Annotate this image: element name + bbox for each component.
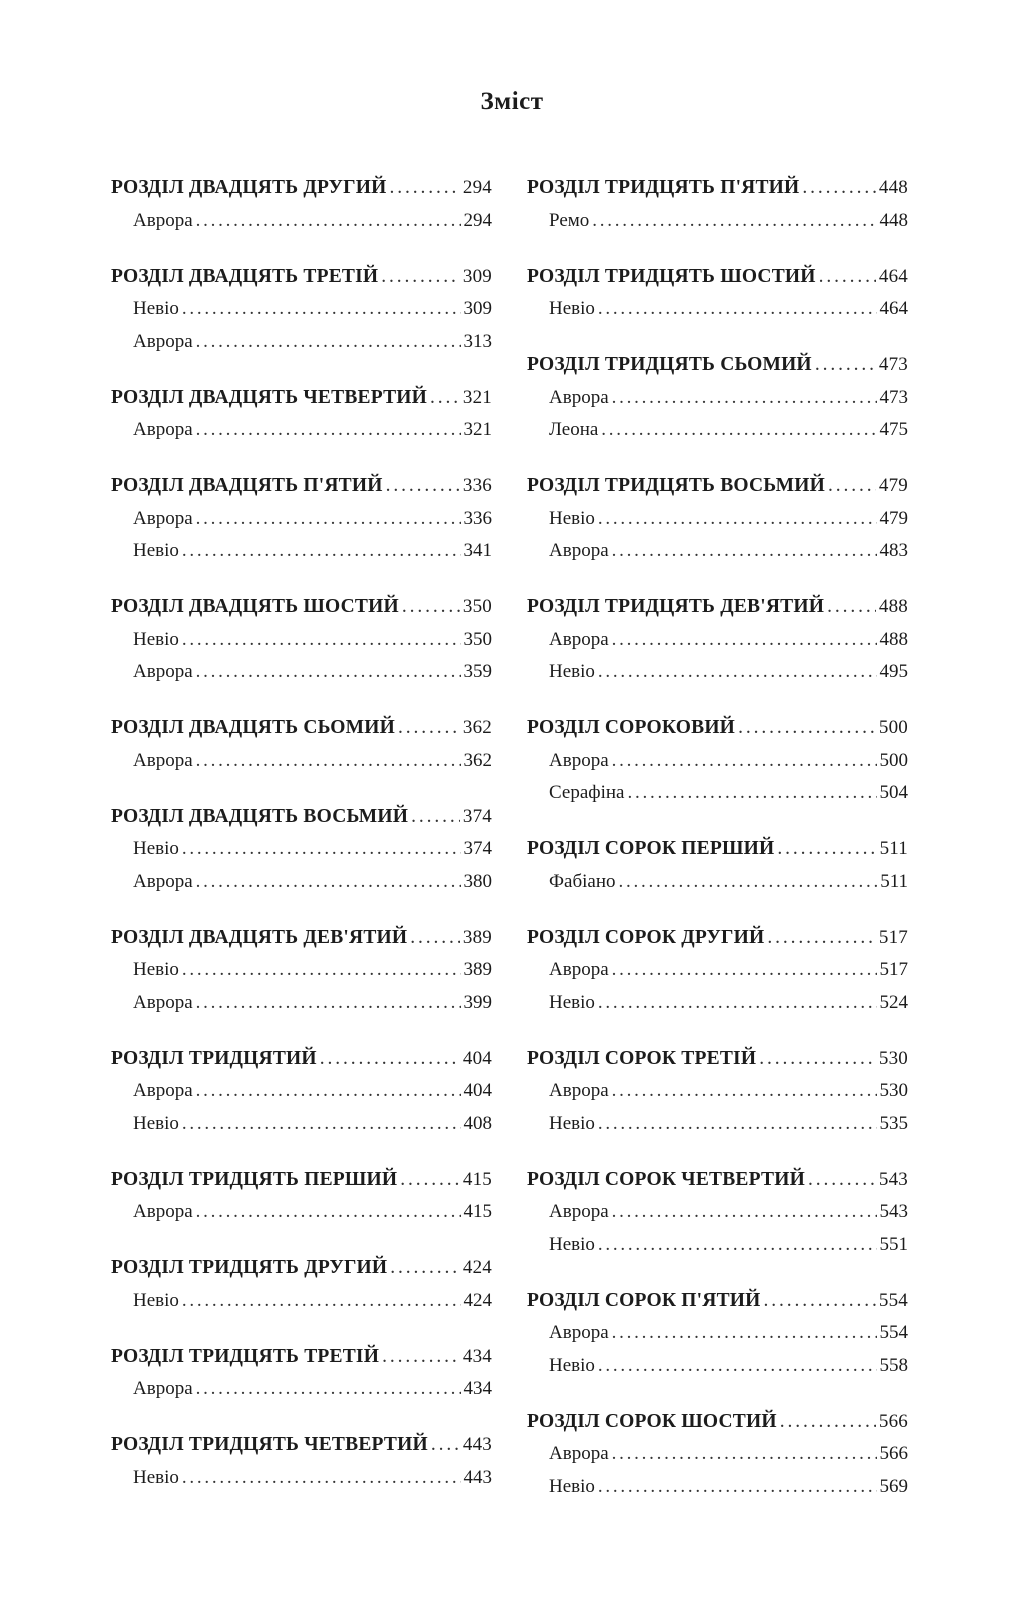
narrator-entry (111, 326, 492, 359)
narrator-entry (527, 866, 908, 899)
page-number: 362 (462, 717, 492, 738)
narrator-entry (527, 503, 908, 536)
narrator-entry (111, 1462, 492, 1495)
narrator-entry (527, 535, 908, 568)
dot-leader (598, 1350, 877, 1383)
dot-leader (381, 261, 460, 294)
page-number: 488 (878, 596, 908, 617)
dot-leader (612, 1438, 877, 1471)
narrator-name: Невіо (549, 507, 595, 529)
page-number: 473 (878, 354, 908, 375)
page-number: 309 (463, 298, 492, 319)
dot-leader (612, 954, 877, 987)
dot-leader (612, 624, 877, 657)
page-number: 424 (462, 1257, 492, 1278)
narrator-name: Невіо (133, 959, 179, 980)
narrator-name: Аврора (133, 870, 193, 892)
narrator-name: Невіо (549, 661, 595, 682)
page-number: 524 (879, 991, 908, 1013)
narrator-name: Невіо (549, 1475, 595, 1497)
narrator-name: Невіо (549, 1112, 595, 1134)
chapter-block (527, 1285, 908, 1383)
page-number: 566 (878, 1410, 908, 1432)
dot-leader (819, 261, 876, 294)
dot-leader (777, 833, 876, 866)
narrator-name: Невіо (133, 1112, 179, 1134)
narrator-name: Аврора (133, 1201, 193, 1222)
page-number: 511 (880, 870, 908, 892)
toc-column-right (527, 172, 908, 1527)
narrator-name: Невіо (549, 1354, 595, 1376)
page-number: 517 (878, 926, 908, 948)
dot-leader (827, 591, 876, 624)
dot-leader (828, 470, 876, 503)
chapter-title: РОЗДІЛ СОРОКОВИЙ (527, 717, 736, 738)
chapter-heading (111, 1164, 492, 1197)
page-number: 569 (879, 1475, 908, 1497)
toc-column-left (111, 172, 492, 1518)
narrator-entry (111, 1075, 492, 1108)
narrator-name: Аврора (133, 991, 193, 1013)
narrator-name: Аврора (549, 749, 609, 771)
chapter-block (527, 261, 908, 326)
dot-leader (411, 801, 460, 834)
page-number: 488 (879, 628, 908, 650)
page-number: 404 (462, 1047, 492, 1069)
narrator-name: Аврора (549, 628, 609, 650)
dot-leader (196, 987, 461, 1020)
chapter-heading (527, 1043, 908, 1076)
chapter-heading (111, 1252, 492, 1285)
narrator-name: Аврора (549, 1201, 609, 1222)
page-number: 511 (879, 838, 908, 859)
chapter-heading (111, 261, 492, 294)
dot-leader (598, 1108, 877, 1141)
narrator-name: Аврора (133, 330, 193, 352)
dot-leader (196, 866, 461, 899)
chapter-block (527, 922, 908, 1020)
chapter-title: РОЗДІЛ СОРОК ТРЕТІЙ (527, 1047, 757, 1069)
narrator-entry (527, 1350, 908, 1383)
dot-leader (780, 1406, 876, 1439)
chapter-title: РОЗДІЛ СОРОК ЧЕТВЕРТИЙ (527, 1168, 805, 1190)
page-number: 408 (463, 1112, 492, 1134)
narrator-entry (111, 987, 492, 1020)
dot-leader (402, 591, 460, 624)
narrator-name: Аврора (549, 1443, 609, 1464)
chapter-block (111, 382, 492, 447)
chapter-block (111, 1429, 492, 1494)
chapter-block (527, 349, 908, 447)
dot-leader (598, 503, 877, 536)
dot-leader (598, 656, 877, 689)
narrator-name: Леона (549, 419, 599, 440)
page-number: 443 (463, 1466, 492, 1488)
narrator-entry (527, 656, 908, 689)
narrator-name: Ремо (549, 209, 590, 231)
narrator-name: Аврора (133, 507, 193, 529)
dot-leader (619, 866, 878, 899)
narrator-entry (527, 954, 908, 987)
narrator-name: Аврора (133, 209, 193, 231)
dot-leader (196, 745, 461, 778)
narrator-name: Невіо (133, 540, 179, 561)
page-number: 380 (463, 870, 492, 892)
chapter-title: РОЗДІЛ ТРИДЦЯТЬ ВОСЬМИЙ (527, 475, 825, 496)
chapter-block (111, 1341, 492, 1406)
narrator-entry (527, 745, 908, 778)
narrator-name: Фабіано (549, 870, 616, 892)
dot-leader (196, 503, 461, 536)
dot-leader (612, 382, 877, 415)
dot-leader (196, 1373, 461, 1406)
page-number: 415 (462, 1168, 492, 1190)
page-number: 434 (462, 1345, 492, 1367)
page-number: 294 (463, 209, 492, 231)
dot-leader (196, 414, 461, 447)
chapter-block (111, 591, 492, 689)
page-number: 309 (462, 265, 492, 287)
page-number: 535 (879, 1112, 908, 1134)
chapter-heading (111, 922, 492, 955)
dot-leader (196, 326, 461, 359)
chapter-block (111, 1043, 492, 1141)
narrator-entry (527, 1471, 908, 1504)
dot-leader (612, 1075, 877, 1108)
page-number: 399 (463, 991, 492, 1013)
narrator-entry (111, 414, 492, 447)
page-number: 448 (878, 177, 908, 198)
dot-leader (738, 712, 876, 745)
narrator-entry (111, 535, 492, 568)
chapter-title: РОЗДІЛ СОРОК ПЕРШИЙ (527, 838, 775, 859)
chapter-heading (527, 349, 908, 382)
narrator-entry (111, 833, 492, 866)
page-number: 374 (462, 805, 492, 827)
chapter-heading (527, 591, 908, 624)
chapter-heading (111, 591, 492, 624)
narrator-name: Невіо (549, 298, 595, 319)
chapter-heading (111, 172, 492, 205)
dot-leader (598, 293, 877, 326)
dot-leader (196, 1196, 461, 1229)
page-number: 424 (463, 1289, 492, 1311)
chapter-heading (527, 1406, 908, 1439)
dot-leader (612, 535, 877, 568)
chapter-heading (111, 470, 492, 503)
chapter-title: РОЗДІЛ ТРИДЦЯТЬ ЧЕТВЕРТИЙ (111, 1434, 428, 1455)
page-number: 543 (878, 1168, 908, 1190)
chapter-title: РОЗДІЛ ТРИДЦЯТЬ П'ЯТИЙ (527, 177, 800, 198)
narrator-name: Аврора (549, 1322, 609, 1343)
page-number: 473 (879, 386, 908, 408)
chapter-block (111, 470, 492, 568)
page-number: 504 (879, 782, 908, 803)
page-number: 294 (462, 177, 492, 198)
narrator-name: Серафіна (549, 782, 625, 803)
narrator-name: Невіо (133, 628, 179, 650)
dot-leader (398, 712, 460, 745)
narrator-name: Невіо (549, 991, 595, 1013)
page-number: 362 (463, 749, 492, 771)
dot-leader (410, 922, 460, 955)
dot-leader (182, 624, 461, 657)
chapter-title: РОЗДІЛ ТРИДЦЯТЬ СЬОМИЙ (527, 354, 812, 375)
narrator-name: Невіо (549, 1233, 595, 1255)
narrator-entry (111, 503, 492, 536)
chapter-title: РОЗДІЛ СОРОК ШОСТИЙ (527, 1410, 777, 1432)
chapter-heading (111, 1429, 492, 1462)
dot-leader (627, 777, 876, 810)
chapter-heading (111, 1043, 492, 1076)
page-number: 448 (879, 209, 908, 231)
dot-leader (598, 987, 877, 1020)
narrator-entry (111, 205, 492, 238)
chapter-block (111, 1252, 492, 1317)
narrator-name: Аврора (549, 540, 609, 561)
chapter-heading (527, 470, 908, 503)
narrator-entry (111, 866, 492, 899)
narrator-name: Аврора (133, 1080, 193, 1101)
page-number: 554 (879, 1322, 908, 1343)
chapter-block (527, 591, 908, 689)
chapter-heading (527, 833, 908, 866)
chapter-title: РОЗДІЛ СОРОК П'ЯТИЙ (527, 1289, 761, 1311)
dot-leader (182, 1462, 461, 1495)
narrator-entry (527, 987, 908, 1020)
chapter-heading (527, 712, 908, 745)
narrator-entry (527, 1108, 908, 1141)
chapter-block (111, 172, 492, 237)
chapter-title: РОЗДІЛ ДВАДЦЯТЬ ДЕВ'ЯТИЙ (111, 926, 408, 948)
page-number: 443 (462, 1434, 492, 1455)
chapter-block (111, 261, 492, 359)
dot-leader (196, 656, 461, 689)
dot-leader (390, 172, 460, 205)
narrator-entry (527, 624, 908, 657)
page-number: 321 (462, 386, 492, 408)
chapter-block (527, 1164, 908, 1262)
dot-leader (802, 172, 875, 205)
chapter-block (527, 1043, 908, 1141)
chapter-block (527, 1406, 908, 1504)
narrator-name: Невіо (133, 298, 179, 319)
dot-leader (592, 205, 876, 238)
narrator-entry (527, 382, 908, 415)
dot-leader (612, 745, 877, 778)
chapter-title: РОЗДІЛ ТРИДЦЯТЬ ПЕРШИЙ (111, 1168, 398, 1190)
dot-leader (182, 535, 461, 568)
chapter-block (111, 922, 492, 1020)
chapter-heading (111, 1341, 492, 1374)
page-number: 483 (879, 540, 908, 561)
chapter-block (527, 470, 908, 568)
page-number: 404 (463, 1080, 492, 1101)
chapter-title: РОЗДІЛ ДВАДЦЯТЬ ШОСТИЙ (111, 596, 399, 617)
chapter-block (527, 172, 908, 237)
dot-leader (598, 1229, 877, 1262)
narrator-entry (111, 954, 492, 987)
page-number: 554 (878, 1289, 908, 1311)
narrator-entry (111, 293, 492, 326)
chapter-title: РОЗДІЛ СОРОК ДРУГИЙ (527, 926, 765, 948)
chapter-heading (527, 922, 908, 955)
dot-leader (182, 954, 461, 987)
dot-leader (601, 414, 876, 447)
narrator-entry (527, 1196, 908, 1229)
chapter-title: РОЗДІЛ ДВАДЦЯТЬ ТРЕТІЙ (111, 265, 379, 287)
dot-leader (808, 1164, 876, 1197)
page-number: 415 (463, 1201, 492, 1222)
narrator-entry (527, 777, 908, 810)
page-number: 359 (463, 661, 492, 682)
chapter-block (527, 833, 908, 898)
chapter-heading (111, 712, 492, 745)
narrator-entry (527, 1438, 908, 1471)
page-number: 558 (879, 1354, 908, 1376)
chapter-heading (111, 801, 492, 834)
page-number: 350 (462, 596, 492, 617)
dot-leader (612, 1196, 877, 1229)
page-number: 517 (879, 959, 908, 980)
narrator-entry (527, 293, 908, 326)
chapter-block (111, 801, 492, 899)
dot-leader (182, 833, 461, 866)
dot-leader (815, 349, 876, 382)
narrator-entry (527, 205, 908, 238)
narrator-name: Невіо (133, 1289, 179, 1311)
dot-leader (390, 1252, 460, 1285)
page-number: 350 (463, 628, 492, 650)
narrator-entry (111, 745, 492, 778)
chapter-title: РОЗДІЛ ДВАДЦЯТЬ СЬОМИЙ (111, 717, 395, 738)
narrator-entry (527, 1229, 908, 1262)
chapter-title: РОЗДІЛ ТРИДЦЯТЬ ДРУГИЙ (111, 1257, 388, 1278)
page-number: 321 (463, 419, 492, 440)
narrator-entry (111, 1373, 492, 1406)
dot-leader (182, 1285, 461, 1318)
dot-leader (320, 1043, 460, 1076)
chapter-block (111, 712, 492, 777)
page-number: 313 (463, 330, 492, 352)
dot-leader (182, 1108, 461, 1141)
page-number: 500 (878, 717, 908, 738)
narrator-entry (527, 414, 908, 447)
narrator-entry (111, 656, 492, 689)
chapter-title: РОЗДІЛ ТРИДЦЯТЬ ТРЕТІЙ (111, 1345, 380, 1367)
narrator-name: Аврора (549, 1080, 609, 1101)
page-number: 551 (879, 1233, 908, 1255)
page-number: 479 (879, 507, 908, 529)
page-number: 389 (463, 959, 492, 980)
chapter-title: РОЗДІЛ ДВАДЦЯТЬ ЧЕТВЕРТИЙ (111, 386, 428, 408)
chapter-heading (527, 172, 908, 205)
chapter-title: РОЗДІЛ ДВАДЦЯТЬ ДРУГИЙ (111, 177, 387, 198)
page-number: 530 (878, 1047, 908, 1069)
dot-leader (382, 1341, 460, 1374)
page-number: 341 (463, 540, 492, 561)
narrator-name: Аврора (133, 1378, 193, 1399)
narrator-entry (111, 624, 492, 657)
narrator-name: Аврора (133, 661, 193, 682)
chapter-title: РОЗДІЛ ДВАДЦЯТЬ ВОСЬМИЙ (111, 805, 409, 827)
page-number: 336 (463, 507, 492, 529)
dot-leader (386, 470, 460, 503)
chapter-title: РОЗДІЛ ТРИДЦЯТИЙ (111, 1047, 317, 1069)
narrator-name: Невіо (133, 1466, 179, 1488)
page-number: 500 (879, 749, 908, 771)
chapter-heading (111, 382, 492, 415)
narrator-name: Аврора (549, 386, 609, 408)
page-number: 336 (462, 475, 492, 496)
page-number: 543 (879, 1201, 908, 1222)
narrator-entry (527, 1075, 908, 1108)
chapter-heading (527, 1285, 908, 1318)
page-number: 389 (462, 926, 492, 948)
narrator-name: Аврора (549, 959, 609, 980)
page-number: 464 (878, 265, 908, 287)
page-number: 566 (879, 1443, 908, 1464)
dot-leader (612, 1317, 877, 1350)
chapter-title: РОЗДІЛ ДВАДЦЯТЬ П'ЯТИЙ (111, 475, 383, 496)
chapter-title: РОЗДІЛ ТРИДЦЯТЬ ДЕВ'ЯТИЙ (527, 596, 825, 617)
chapter-heading (527, 1164, 908, 1197)
dot-leader (196, 1075, 461, 1108)
page-number: 434 (463, 1378, 492, 1399)
page-number: 495 (879, 661, 908, 682)
dot-leader (430, 382, 460, 415)
narrator-entry (111, 1196, 492, 1229)
dot-leader (598, 1471, 877, 1504)
chapter-title: РОЗДІЛ ТРИДЦЯТЬ ШОСТИЙ (527, 265, 816, 287)
dot-leader (764, 1285, 876, 1318)
narrator-name: Аврора (133, 419, 193, 440)
page-number: 464 (879, 298, 908, 319)
dot-leader (431, 1429, 460, 1462)
chapter-heading (527, 261, 908, 294)
narrator-name: Аврора (133, 749, 193, 771)
page-title: Зміст (480, 88, 544, 115)
page-number: 530 (879, 1080, 908, 1101)
page-number: 374 (463, 838, 492, 859)
dot-leader (182, 293, 461, 326)
narrator-entry (111, 1285, 492, 1318)
narrator-name: Невіо (133, 838, 179, 859)
page-number: 479 (878, 475, 908, 496)
dot-leader (400, 1164, 460, 1197)
dot-leader (767, 922, 875, 955)
narrator-entry (527, 1317, 908, 1350)
dot-leader (196, 205, 461, 238)
chapter-block (527, 712, 908, 810)
dot-leader (759, 1043, 876, 1076)
narrator-entry (111, 1108, 492, 1141)
page-number: 475 (879, 419, 908, 440)
chapter-block (111, 1164, 492, 1229)
